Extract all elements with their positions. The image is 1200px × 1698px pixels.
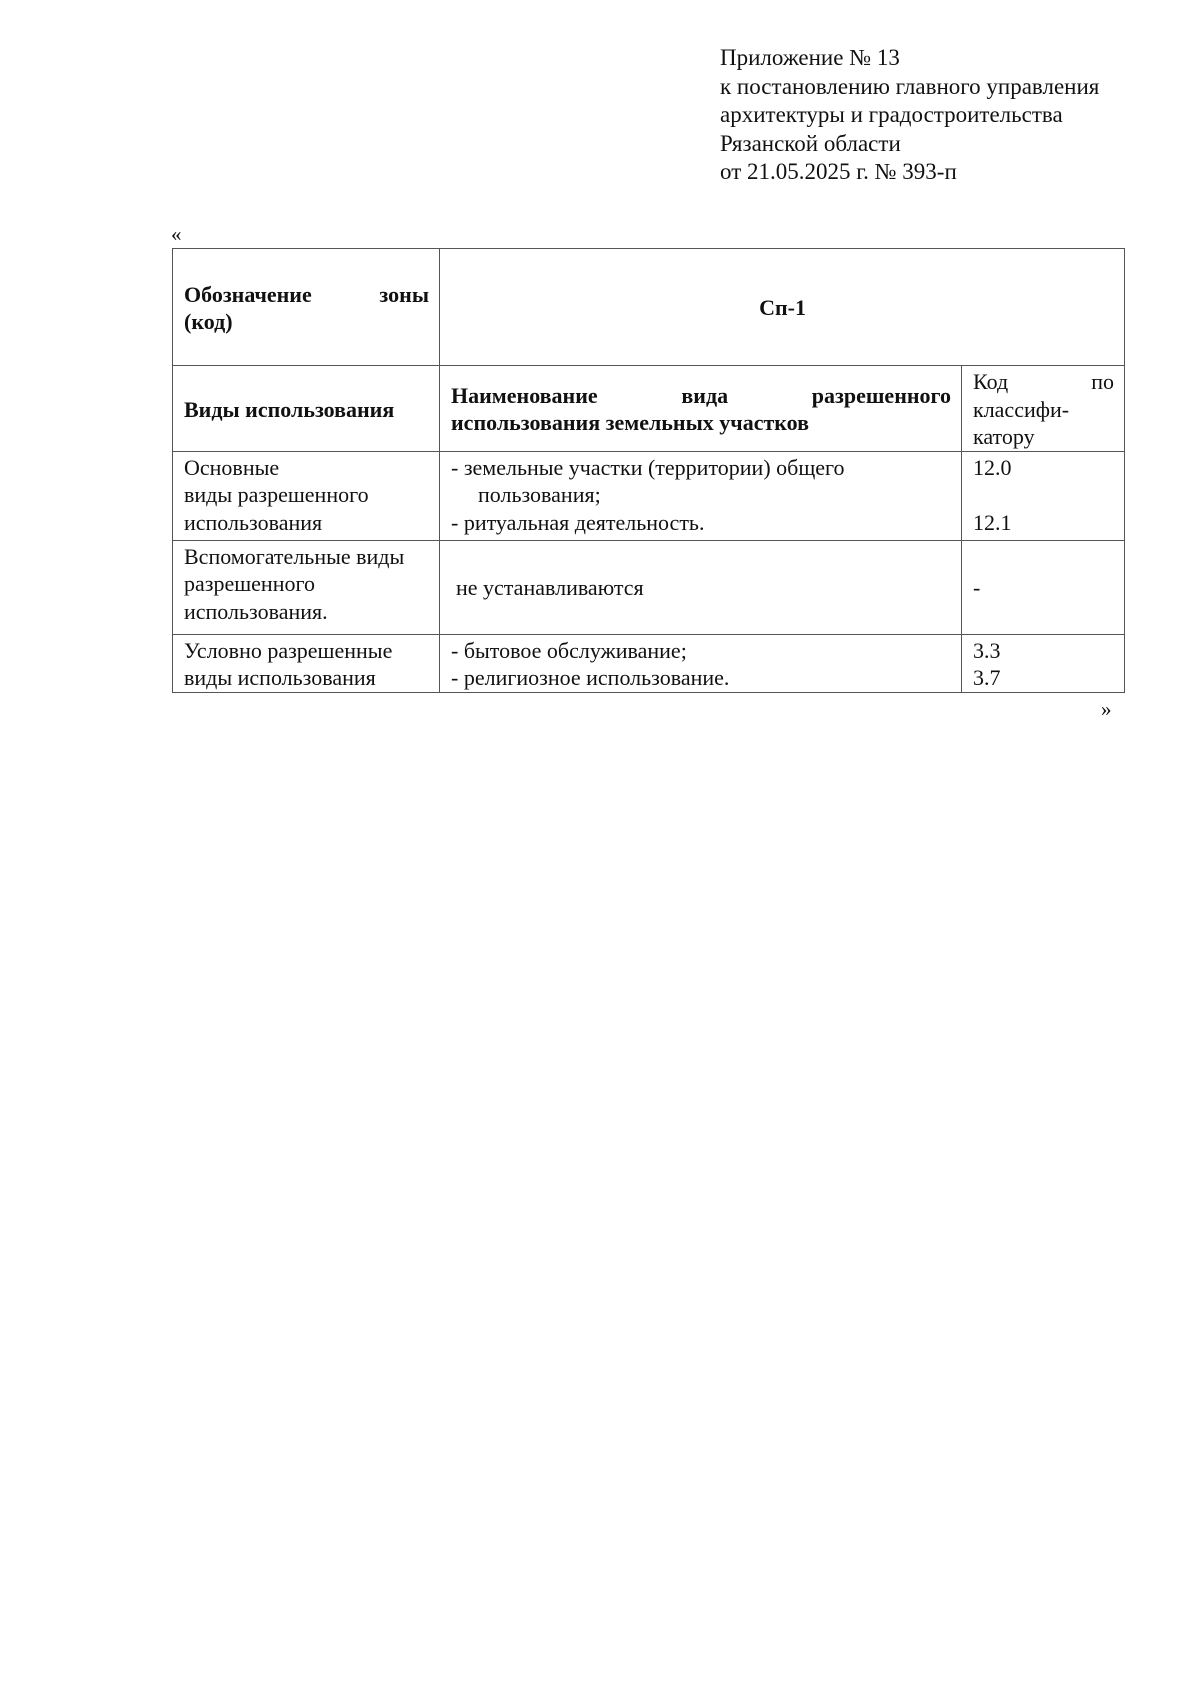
usage-name-item: - религиозное использование.	[451, 665, 730, 690]
classifier-code: 3.3	[973, 637, 1001, 663]
zone-label-line: (код)	[184, 309, 233, 334]
table-row	[173, 451, 1125, 540]
usage-names-cell	[440, 540, 962, 634]
zone-code-row	[173, 249, 1125, 366]
header-usage-names-line: использования земельных участков	[451, 410, 809, 436]
appendix-reference-line: архитектуры и градостроительства	[720, 102, 1063, 127]
usage-names-cell	[440, 451, 962, 540]
usage-type-line: виды использования	[184, 665, 376, 690]
usage-name-item-continuation: пользования;	[478, 482, 601, 507]
usage-name-item: - земельные участки (территории) общего	[451, 454, 845, 480]
header-classifier-line: Код по	[973, 369, 1115, 394]
header-classifier-line: классифи-	[973, 396, 1070, 422]
opening-quote: «	[171, 222, 182, 246]
classifier-code: 12.1	[973, 510, 1012, 535]
usage-type-line: использования	[184, 509, 323, 535]
table-row	[173, 540, 1125, 634]
classifier-code-cell	[962, 540, 1125, 634]
classifier-code-cell	[962, 451, 1125, 540]
header-classifier-code	[962, 366, 1125, 452]
appendix-reference-line: к постановлению главного управления	[720, 73, 1100, 99]
usage-type-line: Основные	[184, 454, 280, 480]
appendix-date-number: от 21.05.2025 г. № 393-п	[720, 159, 957, 184]
usage-names-cell	[440, 634, 962, 692]
appendix-header	[720, 44, 1099, 187]
zone-table	[172, 248, 1125, 693]
usage-type-line: разрешенного	[184, 571, 315, 596]
appendix-number: Приложение № 13	[720, 45, 900, 70]
usage-type-line: Условно разрешенные	[184, 637, 393, 663]
usage-name-item: - бытовое обслуживание;	[451, 637, 687, 663]
usage-name-item: не устанавливаются	[456, 575, 644, 601]
closing-quote: »	[1101, 697, 1112, 721]
table-row	[173, 634, 1125, 692]
classifier-code: 12.0	[973, 454, 1012, 480]
zone-label-cell	[173, 249, 440, 366]
usage-type-cell	[173, 451, 440, 540]
zone-label-line: Обозначение зоны	[184, 281, 429, 307]
usage-type-line: Вспомогательные виды	[184, 543, 405, 569]
usage-name-item: - ритуальная деятельность.	[451, 509, 705, 535]
classifier-code: 3.7	[973, 665, 1001, 690]
table-header-row	[173, 366, 1125, 452]
usage-type-cell	[173, 634, 440, 692]
header-usage-types-text: Виды использования	[184, 396, 395, 422]
classifier-code: -	[973, 575, 981, 601]
header-usage-names	[440, 366, 962, 452]
appendix-reference-line: Рязанской области	[720, 130, 901, 156]
usage-type-line: использования.	[184, 598, 328, 624]
header-usage-names-line: Наименование вида разрешенного	[451, 382, 951, 408]
usage-type-cell	[173, 540, 440, 634]
header-classifier-line: катору	[973, 424, 1035, 449]
zone-code: Сп-1	[759, 295, 806, 321]
classifier-code-cell	[962, 634, 1125, 692]
header-usage-types	[173, 366, 440, 452]
usage-type-line: виды разрешенного	[184, 482, 369, 507]
zone-code-cell	[440, 249, 1125, 366]
